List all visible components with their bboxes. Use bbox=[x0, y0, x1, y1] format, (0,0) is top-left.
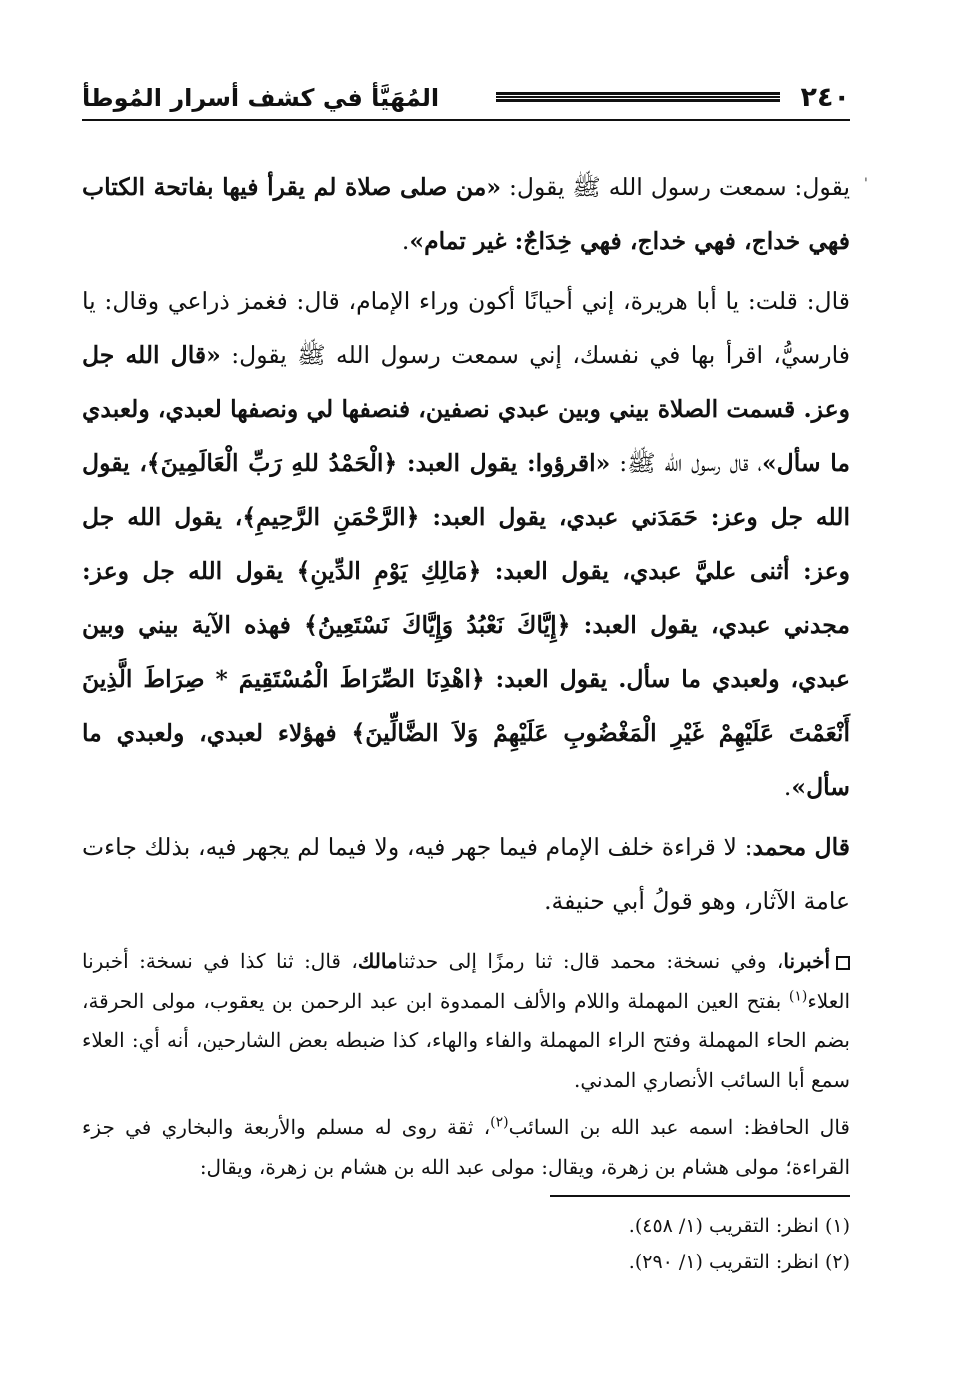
commentary-text: ، قال: ثنا كذا في نسخة: أخبرنا العلاء bbox=[82, 949, 850, 1013]
commentary-text: بفتح العين المهملة واللام والألف الممدوة ابن عبد الرحمن بن يعقوب، مولى الحرقة، بضم الحاء المهملة وفتح الراء المهملة والفاء والهاء، كذا ضبطه بعض الشارحين، أنه أي: العلاء سمع أبا السائب الأنصاري المدني. bbox=[82, 988, 850, 1092]
footnote-separator bbox=[550, 1195, 850, 1197]
footnote-item: (١) انظر: التقريب (١/ ٤٥٨). bbox=[628, 1215, 850, 1237]
main-text: ، قال رسول الله ﷺ: bbox=[610, 449, 762, 477]
main-bold-text: «قال الله جل وعز. قسمت الصلاة بيني وبين عبدي نصفين، فنصفها لي ونصفها لعبدي، ولعبدي ما سأل» bbox=[82, 341, 851, 477]
commentary-paragraph bbox=[82, 942, 850, 1100]
main-text bbox=[82, 160, 850, 928]
commentary-text: ، ثقة روى له مسلم والأربعة والبخاري في جزء القراءة؛ مولى هشام بن زهرة، ويقال: مولى عبد الله بن هشام بن زهرة، ويقال: bbox=[82, 1115, 850, 1179]
main-paragraph bbox=[82, 160, 850, 268]
main-bold-text: «من صلى صلاة لم يقرأ فيها بفاتحة الكتاب فهي خداج، فهي خداج، فهي خِدَاجٌ: غير تمام» bbox=[82, 173, 850, 255]
page-content bbox=[82, 160, 850, 1195]
square-marker-icon bbox=[836, 956, 850, 970]
main-text: : لا قراءة خلف الإمام فيما جهر فيه، ولا فيما لم يجهر فيه، بذلك جاءت عامة الآثار، وهو قولُ أبي حنيفة. bbox=[82, 833, 850, 915]
main-text: . bbox=[401, 227, 410, 255]
main-bold-text: «اقرؤوا: يقول العبد: ﴿الْحَمْدُ للهِ رَبِّ الْعَالَمِينَ﴾، يقول الله جل وعز: حَمَدَني عبدي، يقول العبد: ﴿الرَّحْمَنِ الرَّحِيمِ﴾، يقول الله جل وعز: أثنى عليَّ عبدي، يقول العبد: ﴿مَالِكِ يَوْمِ الدِّينِ﴾ يقول الله جل وعز: مجدني عبدي، يقول العبد: ﴿إِيَّاكَ نَعْبُدُ وَإِيَّاكَ نَسْتَعِينُ﴾ فهذه الآية بيني وبين عبدي، ولعبدي ما سأل. يقول العبد: ﴿اهْدِنَا الصِّرَاطَ الْمُسْتَقِيمَ * صِرَاطَ الَّذِينَ أَنْعَمْتَ عَلَيْهِمْ غَيْرِ الْمَغْضُوبِ عَلَيْهِمْ وَلاَ الضَّالِّينَ﴾ فهؤلاء لعبدي، ولعبدي ما سأل» bbox=[82, 449, 850, 801]
commentary-block bbox=[82, 942, 850, 1187]
main-text: يقول: سمعت رسول الله ﷺ يقول: bbox=[501, 173, 850, 201]
commentary-text: ، وفي نسخة: محمد قال: ثنا رمزًا إلى حدثنا bbox=[397, 949, 784, 973]
commentary-text: قال الحافظ: اسمه عبد الله بن السائب bbox=[508, 1115, 850, 1139]
page-header bbox=[82, 78, 850, 118]
page-number: ٢٤٠ bbox=[800, 82, 850, 113]
commentary-bold-text: أخبرنا bbox=[783, 949, 830, 973]
footnote-reference: (١) bbox=[788, 987, 808, 1004]
header-underline bbox=[82, 119, 850, 121]
book-title: المُهَيَّأ في كشف أسرار المُوطأ bbox=[82, 84, 440, 112]
commentary-bold-text: مالك bbox=[357, 949, 398, 973]
main-paragraph bbox=[82, 274, 850, 814]
footnotes bbox=[82, 1208, 850, 1280]
main-bold-text: قال محمد bbox=[752, 833, 850, 861]
main-paragraph bbox=[82, 820, 850, 928]
main-text: قال: قلت: يا أبا هريرة، إني أحيانًا أكون وراء الإمام، قال: فغمز ذراعي وقال: يا فارسيُّ، اقرأ بها في نفسك، إني سمعت رسول الله ﷺ يقول: bbox=[82, 287, 850, 369]
footnote-reference: (٢) bbox=[490, 1114, 509, 1131]
header-decorative-rule bbox=[496, 92, 780, 102]
footnote-item: (٢) انظر: التقريب (١/ ٢٩٠). bbox=[628, 1251, 850, 1273]
main-text: . bbox=[783, 773, 792, 801]
commentary-paragraph bbox=[82, 1108, 850, 1187]
corner-mark: ' bbox=[864, 176, 868, 192]
